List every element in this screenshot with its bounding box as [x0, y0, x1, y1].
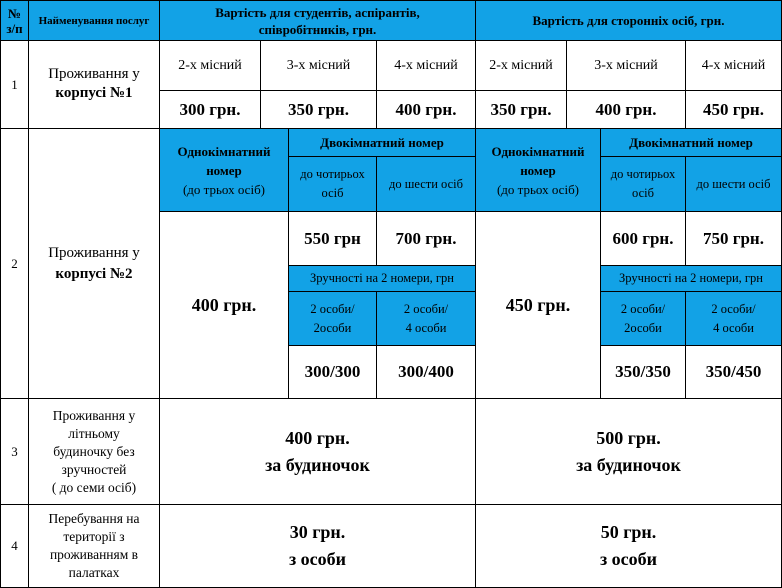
others-double-room-header: Двокімнатний номер	[600, 128, 782, 157]
row4-number: 4	[0, 504, 29, 588]
row1-others-price-3: 400 грн.	[566, 90, 686, 129]
students-two-four: 2 особи/ 4 особи	[376, 291, 476, 346]
row1-service-line1: Проживання у	[48, 65, 140, 82]
row4-students-price: 30 грн. з особи	[159, 504, 476, 588]
row1-others-term-3: 3-х місний	[566, 40, 686, 91]
others-amenities-header: Зручності на 2 номери, грн	[600, 265, 782, 292]
others-single-room-title: Однокімнатний номер	[491, 143, 585, 178]
row1-others-price-4: 450 грн.	[685, 90, 782, 129]
students-two-two: 2 особи/ 2особи	[288, 291, 377, 346]
row2-service-line1: Проживання у	[48, 244, 140, 261]
row1-term-4: 4-х місний	[376, 40, 476, 91]
header-others-price: Вартість для сторонніх осіб, грн.	[475, 0, 782, 41]
row3-students-price: 400 грн. за будиночок	[159, 398, 476, 505]
others-six-price: 750 грн.	[685, 211, 782, 266]
others-two-two: 2 особи/ 2особи	[600, 291, 686, 346]
students-double-room-header: Двокімнатний номер	[288, 128, 476, 157]
row1-students-price-4: 400 грн.	[376, 90, 476, 129]
row1-service	[28, 40, 160, 129]
students-single-price: 400 грн.	[159, 211, 289, 399]
others-up-to-six: до шести осіб	[685, 156, 782, 212]
header-service-name: Найменування послуг	[28, 0, 160, 41]
row1-students-price-3: 350 грн.	[260, 90, 377, 129]
others-up-to-four: до чотирьох осіб	[600, 156, 686, 212]
students-amenities-price1: 300/300	[288, 345, 377, 399]
others-single-price: 450 грн.	[475, 211, 601, 399]
row3-number: 3	[0, 398, 29, 505]
row3-service: Проживання у літньому будиночку без зручностей ( до семи осіб)	[28, 398, 160, 505]
others-amenities-price2: 350/450	[685, 345, 782, 399]
row2-service	[28, 128, 160, 399]
students-six-price: 700 грн.	[376, 211, 476, 266]
others-four-price: 600 грн.	[600, 211, 686, 266]
row1-service-line2: корпусі №1	[55, 84, 133, 101]
row2-number: 2	[0, 128, 29, 399]
row1-others-price-2: 350 грн.	[475, 90, 567, 129]
others-single-room-sub: (до трьох осіб)	[496, 181, 580, 197]
students-up-to-four: до чотирьох осіб	[288, 156, 377, 212]
row1-term-3: 3-х місний	[260, 40, 377, 91]
row2-service-line2: корпусі №2	[55, 265, 133, 282]
row4-service: Перебування на території з проживанням в палатках	[28, 504, 160, 588]
row4-others-price: 50 грн. з особи	[475, 504, 782, 588]
students-amenities-price2: 300/400	[376, 345, 476, 399]
header-students-price: Вартість для студентів, аспірантів, співробітників, грн.	[159, 0, 476, 41]
others-amenities-price1: 350/350	[600, 345, 686, 399]
students-single-room-header	[159, 128, 289, 212]
row1-term-2: 2-х місний	[159, 40, 261, 91]
others-two-four: 2 особи/ 4 особи	[685, 291, 782, 346]
students-four-price: 550 грн	[288, 211, 377, 266]
students-single-room-title: Однокімнатний номер	[177, 143, 271, 178]
students-amenities-header: Зручності на 2 номери, грн	[288, 265, 476, 292]
students-single-room-sub: (до трьох осіб)	[182, 181, 266, 197]
row1-students-price-2: 300 грн.	[159, 90, 261, 129]
row3-others-price: 500 грн. за будиночок	[475, 398, 782, 505]
others-single-room-header	[475, 128, 601, 212]
students-up-to-six: до шести осіб	[376, 156, 476, 212]
row1-others-term-2: 2-х місний	[475, 40, 567, 91]
row1-number: 1	[0, 40, 29, 129]
header-number: № з/п	[0, 0, 29, 41]
row1-others-term-4: 4-х місний	[685, 40, 782, 91]
